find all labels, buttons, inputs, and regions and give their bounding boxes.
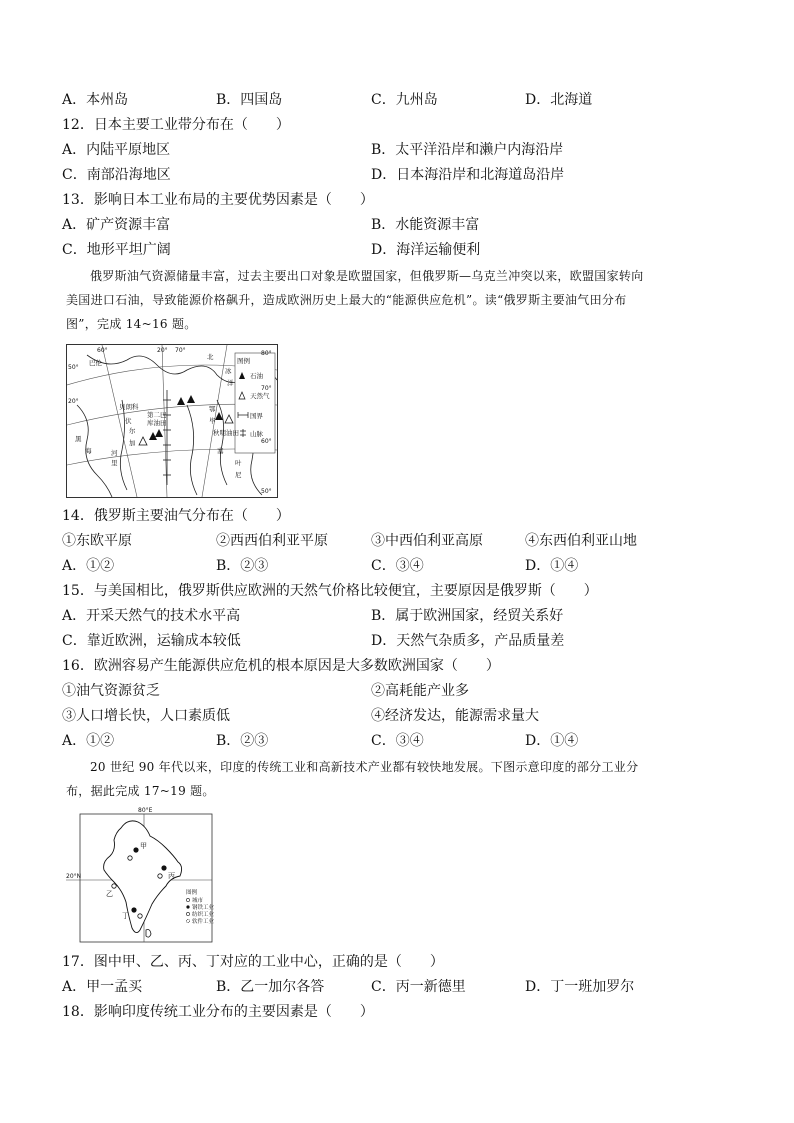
russia-passage-line-3: 图”，完成 14~16 题。 bbox=[66, 317, 197, 331]
map-label-beilangke: 贝朗科 bbox=[119, 403, 139, 411]
q16-option-c: C．③④ bbox=[371, 733, 424, 749]
india-passage-line-1: 20 世纪 90 年代以来，印度的传统工业和高新技术产业都有较快地发展。下图示意印度的部分工业分 bbox=[90, 760, 639, 774]
map-label-tyumen: 秋明油田 bbox=[213, 429, 239, 437]
russia-lon-label-2: 20° bbox=[157, 347, 168, 354]
q12-option-b: B．太平洋沿岸和濑户内海沿岸 bbox=[371, 142, 564, 158]
q17-option-a: A．甲一孟买 bbox=[62, 979, 143, 995]
q12-option-c: C．南部沿海地区 bbox=[62, 167, 171, 183]
map-label-ye: 叶 bbox=[235, 459, 242, 467]
q13-stem: 13．影响日本工业布局的主要优势因素是（ ） bbox=[62, 192, 374, 208]
russia-lat-label-3: 60° bbox=[261, 438, 272, 445]
russia-lon-label-3: 70° bbox=[175, 347, 186, 354]
india-label-yi: 乙 bbox=[106, 890, 113, 898]
q14-choice-4: ④东西伯利亚山地 bbox=[525, 533, 637, 549]
map-label-fu: 伏 bbox=[125, 417, 132, 425]
russia-legend-mountain: 山脉 bbox=[250, 430, 263, 438]
q15-option-c: C．靠近欧洲，运输成本较低 bbox=[62, 633, 241, 649]
map-label-bei: 北 bbox=[207, 353, 214, 361]
india-passage-line-2: 布，据此完成 17~19 题。 bbox=[66, 784, 215, 798]
q17-stem: 17．图中甲、乙、丙、丁对应的工业中心，正确的是（ ） bbox=[62, 954, 444, 970]
q14-choice-3: ③中西伯利亚高原 bbox=[371, 533, 483, 549]
russia-left-lat-label-2: 20° bbox=[68, 398, 79, 405]
q14-option-b: B．②③ bbox=[216, 558, 269, 574]
russia-legend-border: 国界 bbox=[250, 412, 263, 420]
q13-option-a: A．矿产资源丰富 bbox=[62, 217, 171, 233]
india-legend-city: 城市 bbox=[192, 898, 204, 904]
q16-option-d: D．①④ bbox=[525, 733, 579, 749]
q11-option-b: B．四国岛 bbox=[216, 92, 283, 108]
india-legend-steel: 钢铁工业 bbox=[192, 905, 215, 911]
map-label-ni: 尼 bbox=[235, 471, 242, 479]
russia-oil-gas-map bbox=[66, 344, 278, 498]
q16-option-b: B．②③ bbox=[216, 733, 269, 749]
russia-lat-label-4: 50° bbox=[261, 488, 272, 495]
map-label-li: 里 bbox=[111, 459, 118, 467]
q16-choice-2: ②高耗能产业多 bbox=[371, 683, 469, 699]
q16-choice-4: ④经济发达，能源需求量大 bbox=[371, 708, 539, 724]
map-label-bi: 毕 bbox=[209, 417, 216, 425]
map-label-yang: 洋 bbox=[227, 379, 234, 387]
map-label-second-baku-2: 库油田 bbox=[147, 419, 167, 427]
map-label-barents: 巴伦 bbox=[89, 359, 102, 367]
india-lat-label: 20°N bbox=[66, 873, 82, 880]
q13-option-d: D．海洋运输便利 bbox=[371, 242, 481, 258]
q16-choice-1: ①油气资源贫乏 bbox=[62, 683, 160, 699]
q12-option-d: D．日本海沿岸和北海道岛沿岸 bbox=[371, 167, 565, 183]
russia-legend-oil: 石油 bbox=[250, 372, 263, 380]
india-label-bing: 丙 bbox=[168, 872, 175, 880]
india-legend-software: 软件工业 bbox=[192, 919, 215, 925]
q16-stem: 16．欧洲容易产生能源供应危机的根本原因是大多数欧洲国家（ ） bbox=[62, 658, 500, 674]
map-label-er: 尔 bbox=[129, 427, 136, 435]
india-legend-title: 图例 bbox=[186, 890, 198, 896]
q16-option-a: A．①② bbox=[62, 733, 115, 749]
map-label-e: 鄂 bbox=[209, 405, 216, 413]
russia-legend-gas: 天然气 bbox=[250, 392, 270, 400]
q14-choice-1: ①东欧平原 bbox=[62, 533, 132, 549]
q17-option-c: C．丙一新德里 bbox=[371, 979, 466, 995]
q12-option-a: A．内陆平原地区 bbox=[62, 142, 171, 158]
russia-lat-label-1: 80° bbox=[261, 350, 272, 357]
russia-left-lat-label-1: 50° bbox=[68, 364, 79, 371]
q15-option-d: D．天然气杂质多，产品质量差 bbox=[371, 633, 565, 649]
q13-option-c: C．地形平坦广阔 bbox=[62, 242, 171, 258]
russia-legend-title: 图例 bbox=[237, 357, 250, 365]
india-label-ding: 丁 bbox=[122, 912, 129, 920]
q14-option-c: C．③④ bbox=[371, 558, 424, 574]
map-label-jia: 加 bbox=[129, 439, 136, 447]
russia-passage-line-2: 美国进口石油，导致能源价格飙升，造成欧洲历史上最大的“能源供应危机”。读“俄罗斯主要油气田分布 bbox=[66, 293, 627, 307]
india-label-jia: 甲 bbox=[140, 842, 147, 850]
map-label-hei: 黑 bbox=[75, 435, 82, 443]
q17-option-b: B．乙一加尔各答 bbox=[216, 979, 325, 995]
india-legend-textile: 纺织工业 bbox=[192, 912, 215, 918]
q11-option-c: C．九州岛 bbox=[371, 92, 438, 108]
q14-choice-2: ②西西伯利亚平原 bbox=[216, 533, 328, 549]
q15-option-b: B．属于欧洲国家，经贸关系好 bbox=[371, 608, 564, 624]
q14-option-a: A．①② bbox=[62, 558, 115, 574]
q15-option-a: A．开采天然气的技术水平高 bbox=[62, 608, 241, 624]
russia-lon-label-1: 60° bbox=[97, 347, 108, 354]
q16-choice-3: ③人口增长快，人口素质低 bbox=[62, 708, 230, 724]
map-label-bing: 冰 bbox=[225, 367, 232, 375]
q11-option-d: D．北海道 bbox=[525, 92, 593, 108]
map-label-second-baku-1: 第二巴 bbox=[147, 411, 167, 419]
q14-option-d: D．①④ bbox=[525, 558, 579, 574]
map-label-hai: 海 bbox=[85, 447, 92, 455]
russia-lat-label-2: 70° bbox=[261, 385, 272, 392]
map-label-he: 河 bbox=[111, 449, 118, 457]
india-lon-label: 80°E bbox=[138, 807, 153, 814]
q12-stem: 12．日本主要工业带分布在（ ） bbox=[62, 117, 290, 133]
india-industry-map bbox=[66, 806, 226, 944]
q15-stem: 15．与美国相比，俄罗斯供应欧洲的天然气价格比较便宜，主要原因是俄罗斯（ ） bbox=[62, 583, 598, 599]
map-label-sai: 塞 bbox=[217, 447, 224, 455]
q17-option-d: D．丁一班加罗尔 bbox=[525, 979, 635, 995]
q13-option-b: B．水能资源丰富 bbox=[371, 217, 480, 233]
q14-stem: 14．俄罗斯主要油气分布在（ ） bbox=[62, 508, 290, 524]
q11-option-a: A．本州岛 bbox=[62, 92, 129, 108]
q18-stem: 18．影响印度传统工业分布的主要因素是（ ） bbox=[62, 1004, 374, 1020]
russia-passage-line-1: 俄罗斯油气资源储量丰富，过去主要出口对象是欧盟国家，但俄罗斯—乌克兰冲突以来，欧盟国家转向 bbox=[90, 269, 644, 283]
